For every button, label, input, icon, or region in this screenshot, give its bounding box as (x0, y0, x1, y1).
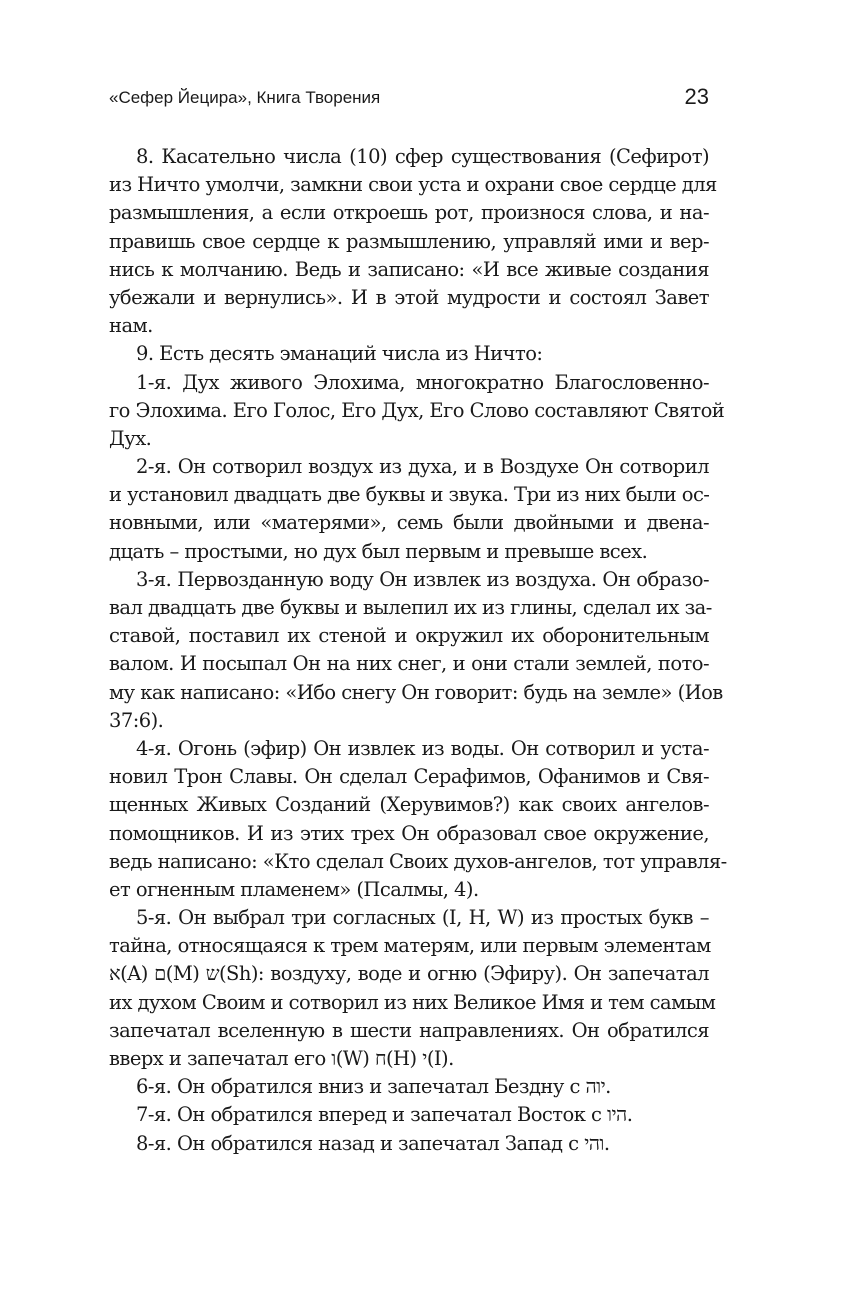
text-line: вверх и запечатал его ו(W) ח(H) י(I). (109, 1047, 454, 1070)
text-line: 3-я. Первозданную воду Он извлек из воздуха. Он образо- (136, 567, 709, 591)
text-line: ведь написано: «Кто сделал Своих духов-ангелов, тот управля- (109, 849, 727, 873)
text-line: 4-я. Огонь (эфир) Он извлек из воды. Он сотворил и уста- (136, 736, 709, 760)
text-line: новил Трон Славы. Он сделал Серафимов, Офанимов и Свя- (109, 765, 709, 789)
text-line: го Элохима. Его Голос, Его Дух, Его Слово составляют Святой (109, 398, 725, 422)
text-line: запечатал вселенную в шести направлениях. Он обратился (109, 1018, 709, 1042)
text-line: дцать – простыми, но дух был первым и превыше всех. (109, 539, 648, 563)
text-line: тайна, относящаяся к трем матерям, или первым элементам (109, 934, 711, 958)
text-line: 8. Касательно числа (10) сфер существования (Сефирот) (136, 145, 709, 168)
text-line: 5-я. Он выбрал три согласных (I, H, W) из простых букв – (136, 906, 709, 930)
text-line: א(A) ם(M) ש(Sh): воздуху, воде и огню (Эфиру). Он запечатал (109, 962, 710, 986)
text-line: Дух. (109, 426, 152, 450)
text-line: 9. Есть десять эманаций числа из Ничто: (136, 342, 543, 366)
text-line: убежали и вернулись». И в этой мудрости и состоял Завет (109, 285, 709, 309)
text-line: 6-я. Он обратился вниз и запечатал Бездну с יוה. (136, 1075, 611, 1099)
text-line: ставой, поставил их стеной и окружил их оборонительным (109, 624, 709, 648)
text-line: щенных Живых Созданий (Херувимов?) как своих ангелов- (109, 793, 709, 817)
text-line: 8-я. Он обратился назад и запечатал Запад с והי. (136, 1131, 610, 1155)
body-text (109, 143, 727, 1158)
text-line: 1-я. Дух живого Элохима, многократно Благословенно- (136, 370, 709, 394)
text-line: правишь свое сердце к размышлению, управляй ими и вер- (109, 229, 709, 253)
text-line: 37:6). (109, 708, 164, 732)
page-number: 23 (684, 84, 709, 109)
text-line: новными, или «матерями», семь были двойными и двена- (109, 511, 709, 535)
text-line: нись к молчанию. Ведь и записано: «И все живые создания (109, 257, 709, 281)
text-line: вал двадцать две буквы и вылепил их из глины, сделал их за- (109, 596, 712, 619)
text-line: помощников. И из этих трех Он образовал свое окружение, (109, 821, 709, 845)
text-line: валом. И посыпал Он на них снег, и они стали землей, пото- (109, 652, 709, 676)
text-line: размышления, а если откроешь рот, произнося слова, и на- (109, 201, 709, 225)
text-line: 2-я. Он сотворил воздух из духа, и в Воздухе Он сотворил (136, 455, 709, 479)
text-line: и установил двадцать две буквы и звука. Три из них были ос- (109, 483, 710, 507)
text-line: ет огненным пламенем» (Псалмы, 4). (109, 877, 479, 901)
text-line: му как написано: «Ибо снегу Он говорит: будь на земле» (Иов (109, 680, 723, 704)
running-header (109, 84, 709, 114)
text-line: 7-я. Он обратился вперед и запечатал Восток с היו. (136, 1103, 633, 1127)
running-title: «Сефер Йецира», Книга Творения (109, 88, 381, 107)
text-line: нам. (109, 314, 153, 338)
text-line: их духом Своим и сотворил из них Великое Имя и тем самым (109, 990, 716, 1014)
text-line: из Ничто умолчи, замкни свои уста и охрани свое сердце для (109, 173, 717, 197)
